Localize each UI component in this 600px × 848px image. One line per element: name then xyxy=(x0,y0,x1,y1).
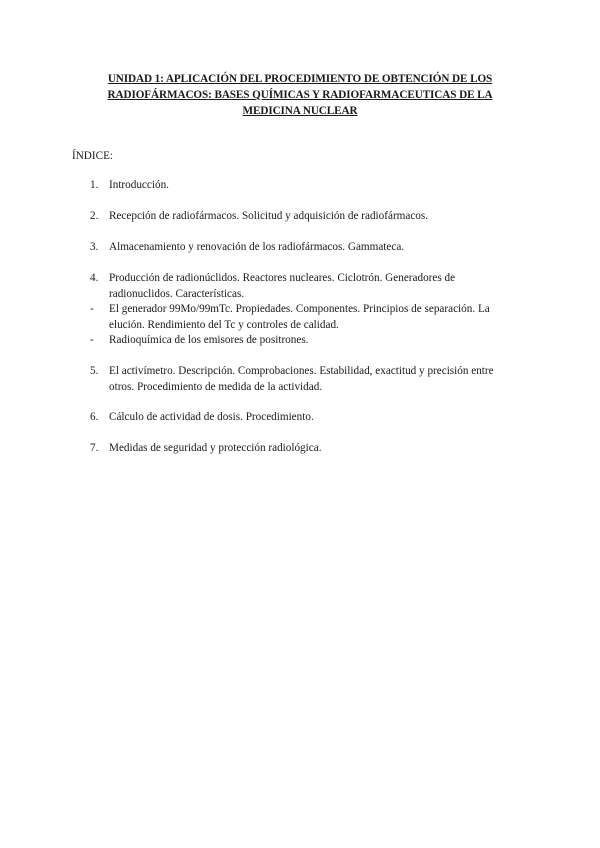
document-title: UNIDAD 1: APLICACIÓN DEL PROCEDIMIENTO DE OBTENCIÓN DE LOS RADIOFÁRMACOS: BASES QUÍMICAS Y RADIOFARMACEUTICAS DE LA MEDICINA NUCLEAR xyxy=(107,73,493,117)
item-marker: 5. xyxy=(90,365,99,377)
item-text: El generador 99Mo/99mTc. Propiedades. Componentes. Principios de separación. La elución. Rendimiento del Tc y controles de calidad. xyxy=(109,303,490,331)
item-marker: - xyxy=(90,303,94,315)
item-marker: 7. xyxy=(90,442,99,454)
item-text: Recepción de radiofármacos. Solicitud y adquisición de radiofármacos. xyxy=(109,210,429,222)
index-label: ÍNDICE: xyxy=(72,150,114,162)
item-marker: 6. xyxy=(90,411,99,423)
item-text: Producción de radionúclidos. Reactores nucleares. Ciclotrón. Generadores de radionuclidos. Características. xyxy=(109,272,456,300)
item-text: Almacenamiento y renovación de los radiofármacos. Gammateca. xyxy=(109,241,405,253)
item-marker: - xyxy=(90,334,94,346)
item-marker: 3. xyxy=(90,241,99,253)
item-text: Radioquímica de los emisores de positrones. xyxy=(109,334,309,346)
item-text: Introducción. xyxy=(109,179,169,191)
item-marker: 1. xyxy=(90,179,99,191)
item-marker: 4. xyxy=(90,272,99,284)
item-text: El activímetro. Descripción. Comprobaciones. Estabilidad, exactitud y precisión entre otros. Procedimiento de medida de la actividad. xyxy=(109,365,494,393)
item-text: Cálculo de actividad de dosis. Procedimiento. xyxy=(109,411,314,423)
item-text: Medidas de seguridad y protección radiológica. xyxy=(109,442,322,454)
item-marker: 2. xyxy=(90,210,99,222)
